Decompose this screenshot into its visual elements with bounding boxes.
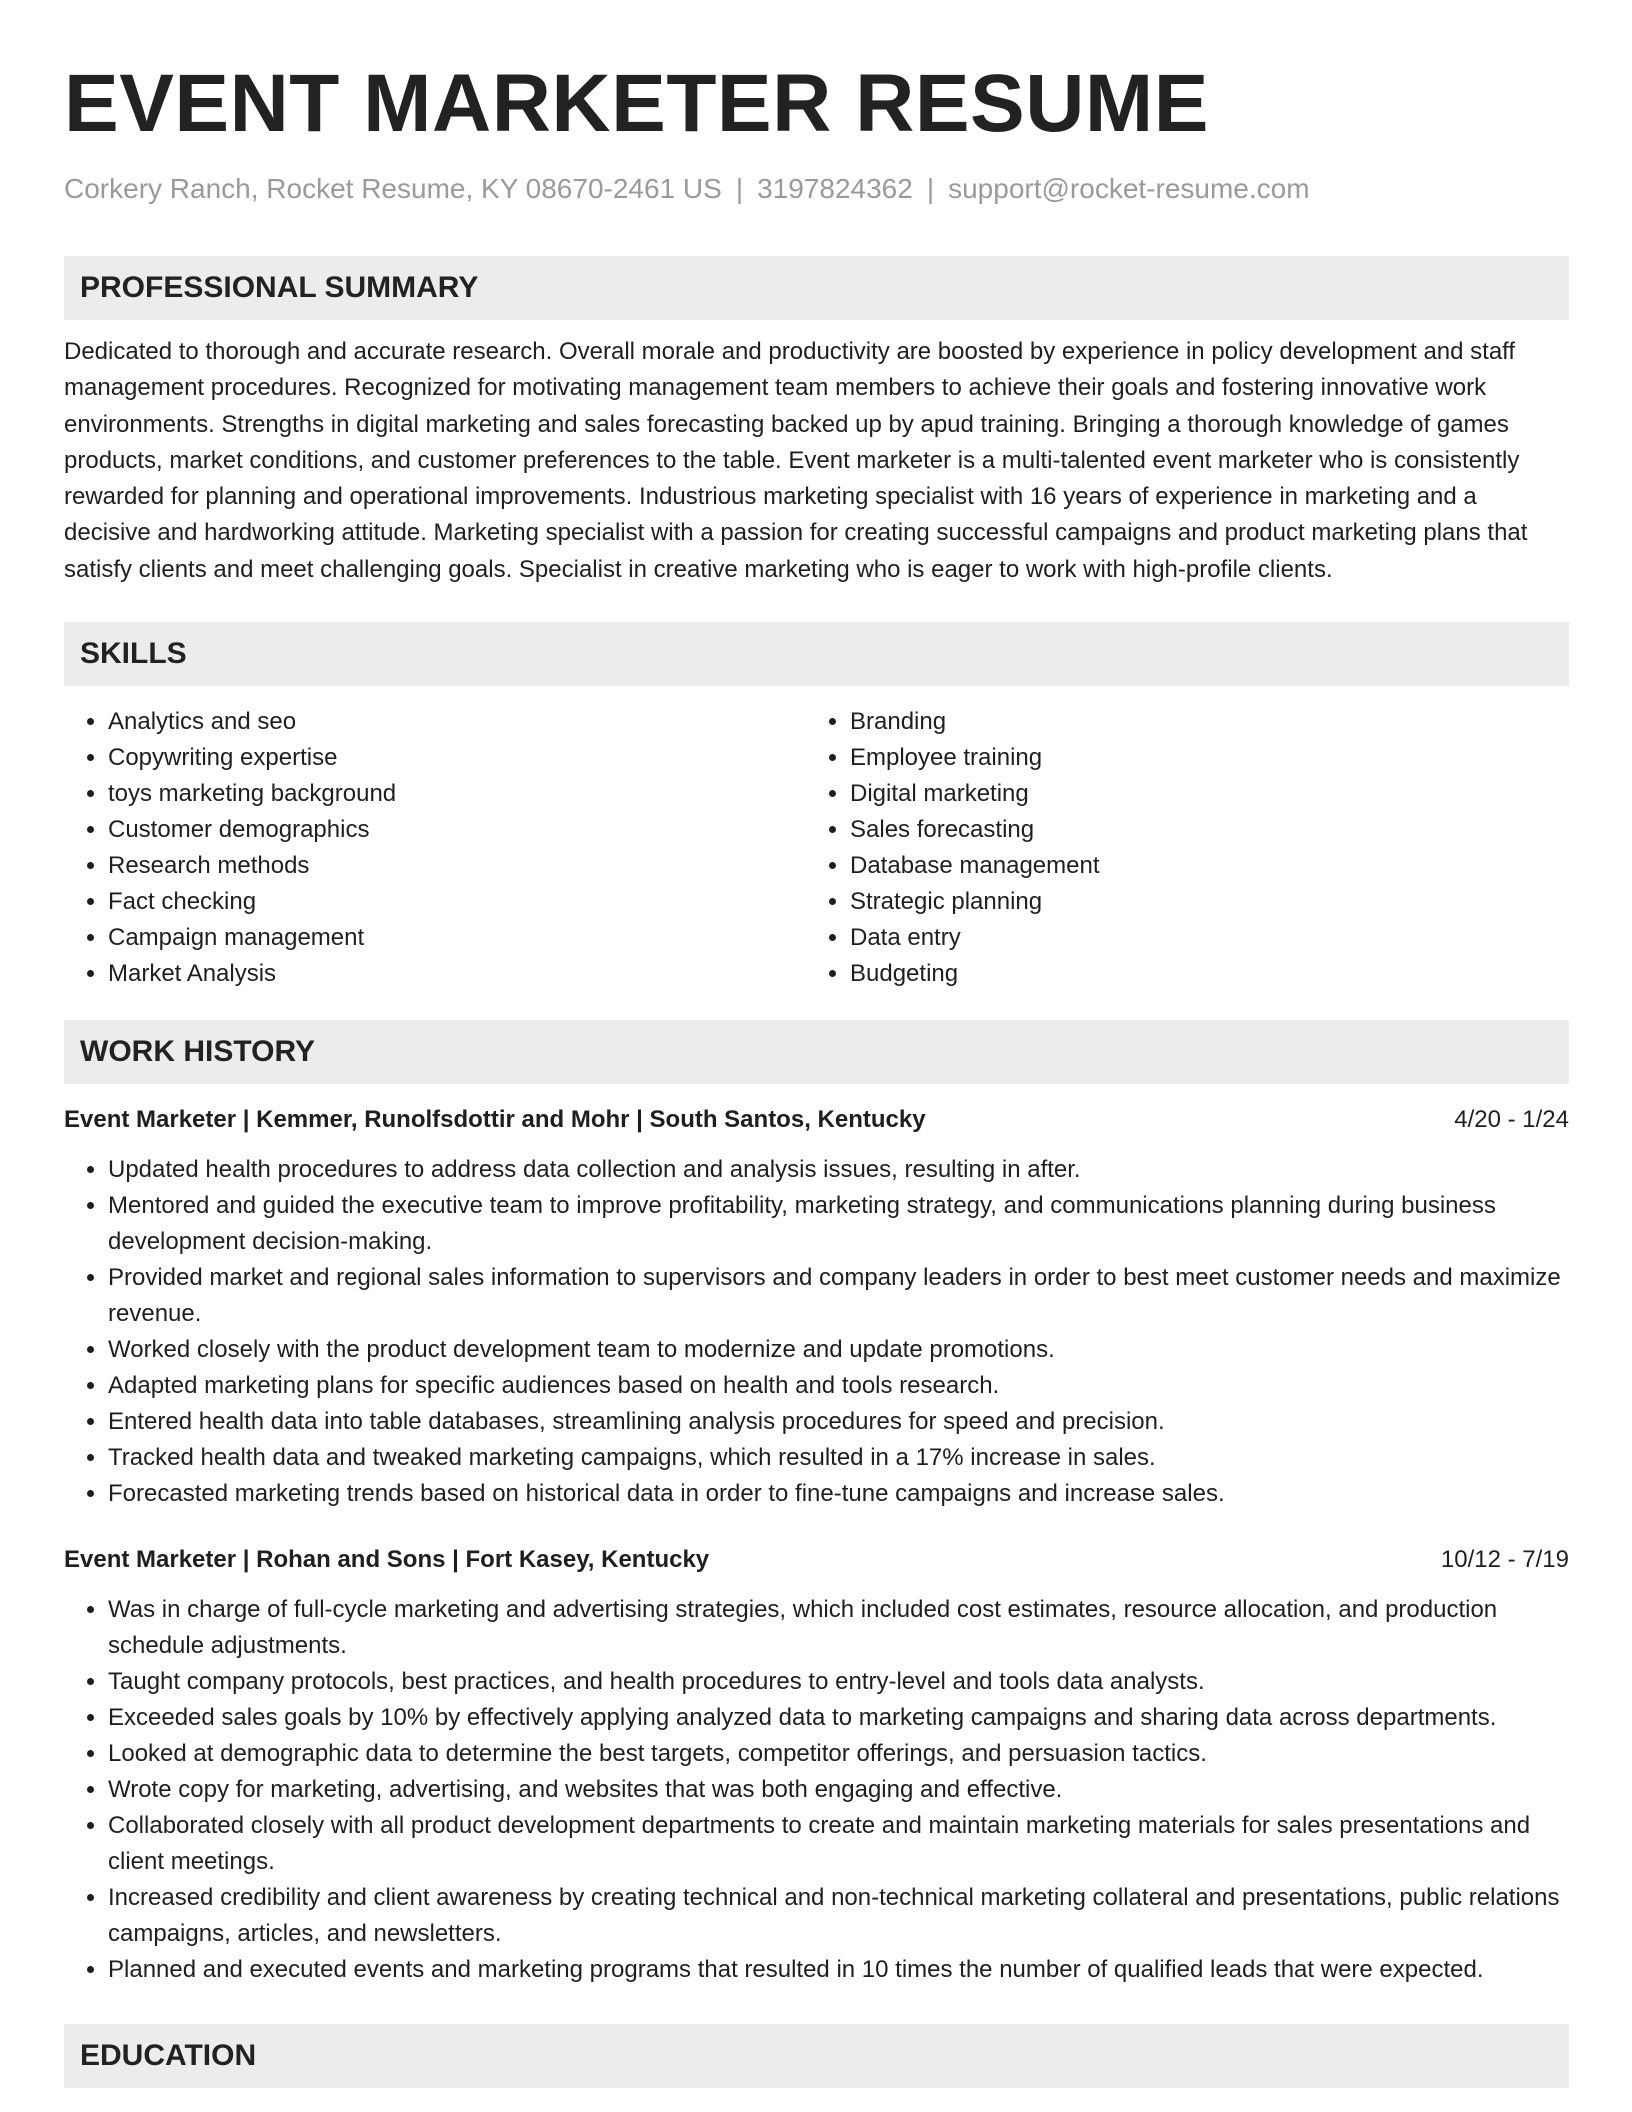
job-header	[64, 1542, 1569, 1578]
skill-item: • Copywriting expertise	[108, 740, 806, 776]
skill-item: • Analytics and seo	[108, 704, 806, 740]
job-entry	[64, 1102, 1569, 1512]
job-bullet: • Provided market and regional sales information to supervisors and company leaders in order to best meet customer needs and maximize revenue.	[108, 1260, 1569, 1332]
job-title: Event Marketer | Kemmer, Runolfsdottir and Mohr | South Santos, Kentucky	[64, 1106, 926, 1134]
skill-item: • Database management	[850, 848, 1548, 884]
skills-grid	[64, 704, 1569, 992]
skill-item: • Data entry	[850, 920, 1548, 956]
summary-text: Dedicated to thorough and accurate research. Overall morale and productivity are boosted by experience in policy development and staff management procedures. Recognized for motivating management team members to achieve their goals and fostering innovative work environments. Strengths in digital marketing and sales forecasting backed up by apud training. Bringing a thorough knowledge of games products, market conditions, and customer preferences to the table. Event marketer is a multi-talented event marketer who is consistently rewarded for planning and operational improvements. Industrious marketing specialist with 16 years of experience in marketing and a decisive and hardworking attitude. Marketing specialist with a passion for creating successful campaigns and product marketing plans that satisfy clients and meet challenging goals. Specialist in creative marketing who is eager to work with high-profile clients.	[64, 338, 1528, 583]
job-bullet-list	[64, 1152, 1569, 1512]
skill-item: • Strategic planning	[850, 884, 1548, 920]
skills-heading: SKILLS	[64, 622, 1569, 686]
skills-list-right	[806, 704, 1548, 992]
job-entry	[64, 1542, 1569, 1988]
resume-title: EVENT MARKETER RESUME	[64, 58, 1209, 149]
contact-separator: |	[735, 173, 744, 204]
job-bullet: • Tracked health data and tweaked marketing campaigns, which resulted in a 17% increase in sales.	[108, 1440, 1569, 1476]
contact-phone: 3197824362	[757, 173, 913, 204]
job-bullet: • Planned and executed events and marketing programs that resulted in 10 times the number of qualified leads that were expected.	[108, 1952, 1569, 1988]
skill-item: • Fact checking	[108, 884, 806, 920]
job-bullet: • Increased credibility and client awareness by creating technical and non-technical marketing collateral and presentations, public relations campaigns, articles, and newsletters.	[108, 1880, 1569, 1952]
contact-separator: |	[926, 173, 935, 204]
summary-heading: PROFESSIONAL SUMMARY	[64, 256, 1569, 320]
skill-item: • Market Analysis	[108, 956, 806, 992]
skill-item: • Campaign management	[108, 920, 806, 956]
skill-item: • Digital marketing	[850, 776, 1548, 812]
job-dates: 10/12 - 7/19	[1440, 1546, 1569, 1574]
skill-item: • Research methods	[108, 848, 806, 884]
job-header	[64, 1102, 1569, 1138]
job-bullet: • Wrote copy for marketing, advertising, and websites that was both engaging and effective.	[108, 1772, 1569, 1808]
job-bullet: • Looked at demographic data to determine the best targets, competitor offerings, and persuasion tactics.	[108, 1736, 1569, 1772]
education-heading: EDUCATION	[64, 2024, 1569, 2088]
job-bullet: • Mentored and guided the executive team to improve profitability, marketing strategy, and communications planning during business development decision-making.	[108, 1188, 1569, 1260]
job-title: Event Marketer | Rohan and Sons | Fort Kasey, Kentucky	[64, 1546, 710, 1574]
job-bullet: • Collaborated closely with all product development departments to create and maintain marketing materials for sales presentations and client meetings.	[108, 1808, 1569, 1880]
job-bullet: • Taught company protocols, best practices, and health procedures to entry-level and tools data analysts.	[108, 1664, 1569, 1700]
skill-item: • Branding	[850, 704, 1548, 740]
job-bullet: • Exceeded sales goals by 10% by effectively applying analyzed data to marketing campaigns and sharing data across departments.	[108, 1700, 1569, 1736]
job-bullet: • Adapted marketing plans for specific audiences based on health and tools research.	[108, 1368, 1569, 1404]
contact-address: Corkery Ranch, Rocket Resume, KY 08670-2461 US	[64, 173, 722, 204]
work-history-heading: WORK HISTORY	[64, 1020, 1569, 1084]
job-bullet: • Entered health data into table databases, streamlining analysis procedures for speed and precision.	[108, 1404, 1569, 1440]
job-bullet-list	[64, 1592, 1569, 1988]
skill-item: • Employee training	[850, 740, 1548, 776]
contact-email[interactable]: support@rocket-resume.com	[948, 173, 1310, 204]
job-bullet: • Was in charge of full-cycle marketing and advertising strategies, which included cost estimates, resource allocation, and production schedule adjustments.	[108, 1592, 1569, 1664]
resume-page	[64, 0, 1569, 2088]
job-bullet: • Worked closely with the product development team to modernize and update promotions.	[108, 1332, 1569, 1368]
job-bullet: • Updated health procedures to address data collection and analysis issues, resulting in after.	[108, 1152, 1569, 1188]
skills-list-left	[64, 704, 806, 992]
skill-item: • toys marketing background	[108, 776, 806, 812]
job-dates: 4/20 - 1/24	[1454, 1106, 1569, 1134]
contact-line	[64, 172, 1569, 206]
skill-item: • Customer demographics	[108, 812, 806, 848]
job-bullet: • Forecasted marketing trends based on historical data in order to fine-tune campaigns and increase sales.	[108, 1476, 1569, 1512]
skill-item: • Budgeting	[850, 956, 1548, 992]
skill-item: • Sales forecasting	[850, 812, 1548, 848]
